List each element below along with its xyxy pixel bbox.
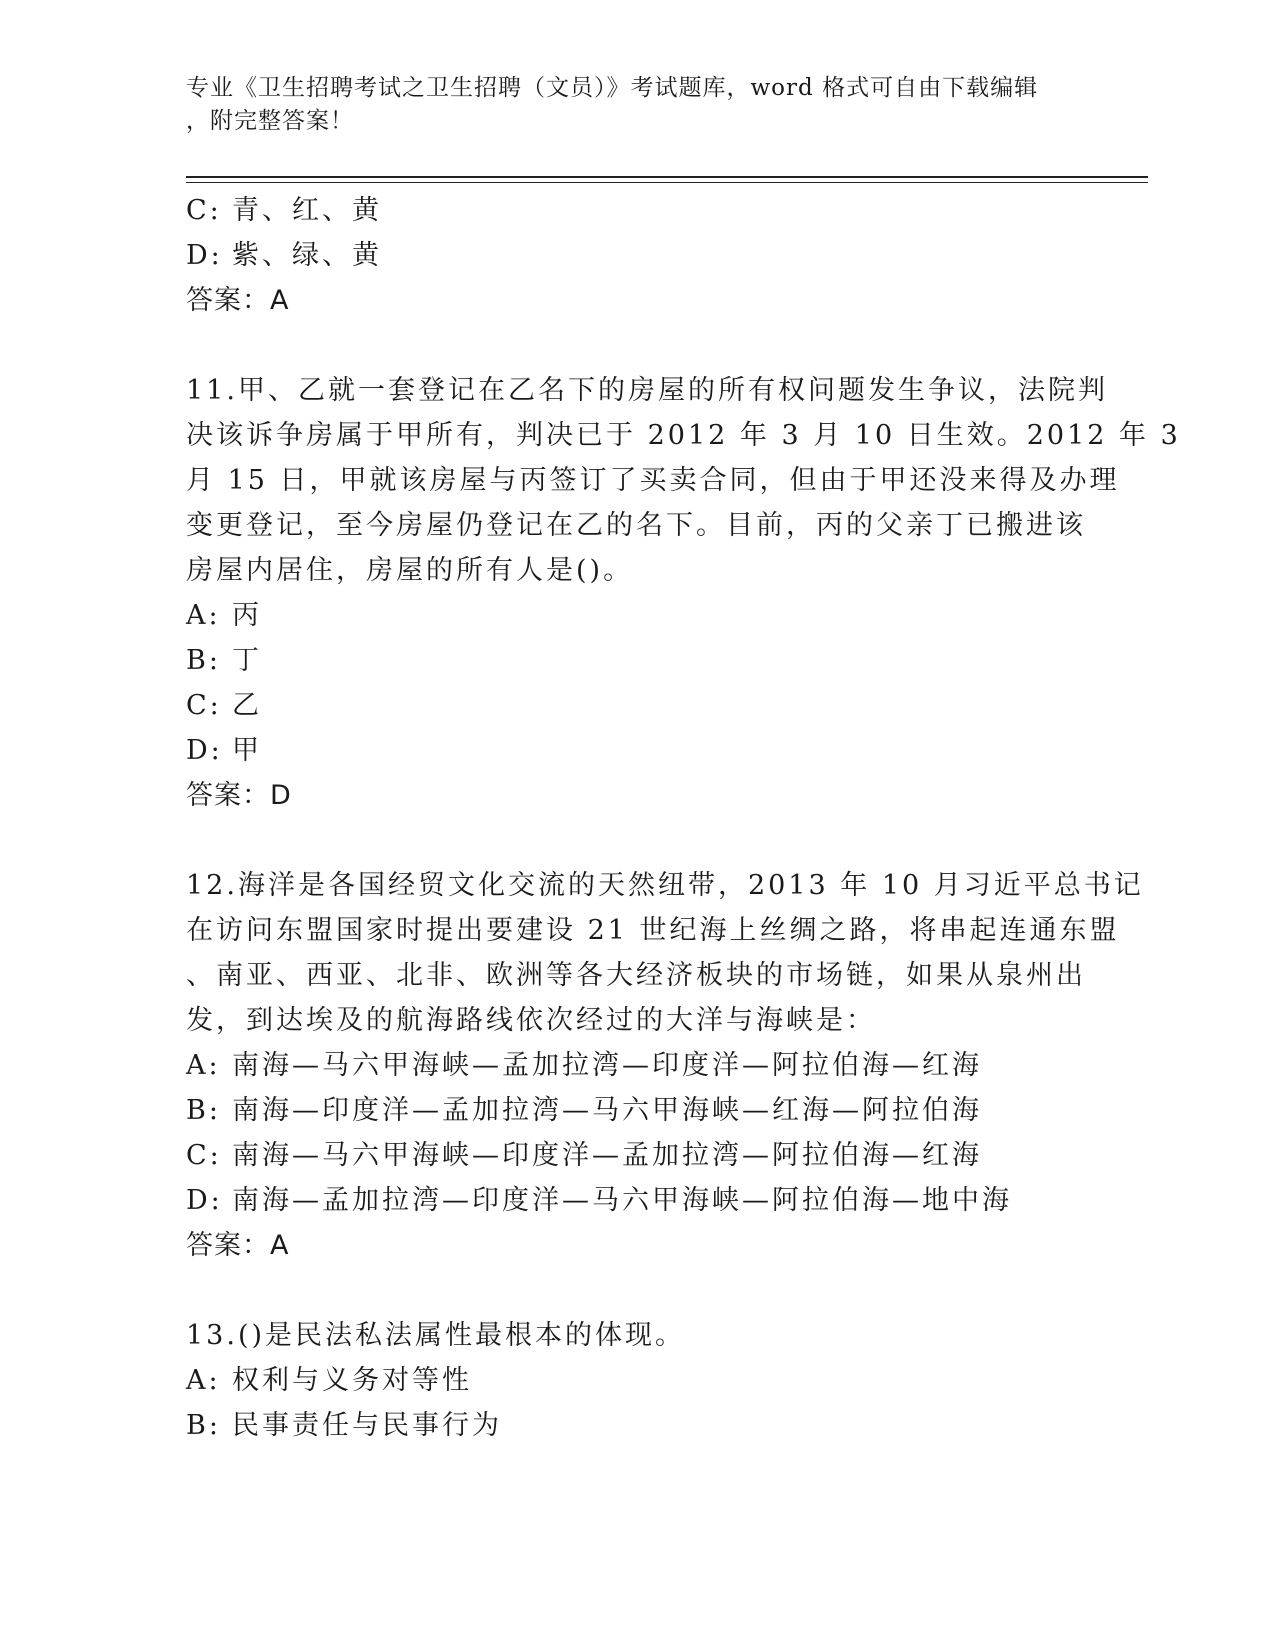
stem-line: 发，到达埃及的航海路线依次经过的大洋与海峡是： bbox=[186, 1005, 876, 1036]
option-c bbox=[186, 1133, 1086, 1178]
option-text: 南海—马六甲海峡—孟加拉湾—印度洋—阿拉伯海—红海 bbox=[232, 1050, 982, 1081]
option-b bbox=[186, 1088, 1086, 1133]
option-d bbox=[186, 233, 1086, 278]
option-key: C: bbox=[186, 195, 222, 226]
option-d bbox=[186, 1178, 1086, 1223]
header-line-2: ，附完整答案！ bbox=[186, 108, 354, 134]
option-key: C: bbox=[186, 690, 222, 721]
spacer bbox=[186, 1268, 1086, 1313]
stem-line: 房屋内居住，房屋的所有人是()。 bbox=[186, 555, 634, 586]
stem-line: 11.甲、乙就一套登记在乙名下的房屋的所有权问题发生争议，法院判 bbox=[186, 375, 1108, 406]
stem-line: 13.()是民法私法属性最根本的体现。 bbox=[186, 1320, 686, 1351]
document-header bbox=[186, 72, 1076, 138]
answer-line: 答案：A bbox=[186, 285, 290, 316]
stem-line: 在访问东盟国家时提出要建设 21 世纪海上丝绸之路，将串起连通东盟 bbox=[186, 915, 1120, 946]
option-text: 南海—孟加拉湾—印度洋—马六甲海峡—阿拉伯海—地中海 bbox=[232, 1185, 1012, 1216]
question-stem bbox=[186, 1313, 1086, 1358]
option-text: 南海—印度洋—孟加拉湾—马六甲海峡—红海—阿拉伯海 bbox=[232, 1095, 982, 1126]
option-c bbox=[186, 683, 1086, 728]
option-key: D: bbox=[186, 735, 223, 766]
answer-line: 答案：A bbox=[186, 1230, 290, 1261]
header-divider-thin bbox=[186, 182, 1148, 183]
option-key: D: bbox=[186, 240, 223, 271]
option-text: 权利与义务对等性 bbox=[232, 1365, 472, 1396]
question-11 bbox=[186, 368, 1181, 818]
option-text: 紫、绿、黄 bbox=[232, 240, 382, 271]
spacer bbox=[186, 818, 1086, 863]
spacer bbox=[186, 323, 1086, 368]
option-b bbox=[186, 638, 1086, 683]
stem-line: 决该诉争房属于甲所有，判决已于 2012 年 3 月 10 日生效。2012 年 3 bbox=[186, 420, 1181, 451]
option-key: B: bbox=[186, 1410, 221, 1441]
option-text: 民事责任与民事行为 bbox=[232, 1410, 502, 1441]
stem-line: 、南亚、西亚、北非、欧洲等各大经济板块的市场链，如果从泉州出 bbox=[186, 960, 1086, 991]
stem-line: 12.海洋是各国经贸文化交流的天然纽带，2013 年 10 月习近平总书记 bbox=[186, 870, 1144, 901]
question-stem bbox=[186, 368, 1181, 593]
answer-line: 答案：D bbox=[186, 780, 292, 811]
option-key: D: bbox=[186, 1185, 223, 1216]
question-10-tail bbox=[186, 188, 1086, 323]
stem-line: 月 15 日，甲就该房屋与丙签订了买卖合同，但由于甲还没来得及办理 bbox=[186, 465, 1120, 496]
option-key: C: bbox=[186, 1140, 222, 1171]
option-a bbox=[186, 593, 1086, 638]
header-divider-thick bbox=[186, 176, 1148, 178]
question-13 bbox=[186, 1313, 1086, 1448]
header-line-1: 专业《卫生招聘考试之卫生招聘（文员）》考试题库，word 格式可自由下载编辑 bbox=[186, 75, 1039, 101]
option-key: B: bbox=[186, 645, 221, 676]
option-text: 青、红、黄 bbox=[232, 195, 382, 226]
option-c bbox=[186, 188, 1086, 233]
option-key: A: bbox=[186, 1050, 221, 1081]
question-content bbox=[186, 188, 1181, 1448]
option-text: 南海—马六甲海峡—印度洋—孟加拉湾—阿拉伯海—红海 bbox=[232, 1140, 982, 1171]
question-12 bbox=[186, 863, 1144, 1268]
question-stem bbox=[186, 863, 1144, 1043]
stem-line: 变更登记，至今房屋仍登记在乙的名下。目前，丙的父亲丁已搬进该 bbox=[186, 510, 1086, 541]
option-text: 丁 bbox=[232, 645, 262, 676]
option-b bbox=[186, 1403, 1086, 1448]
option-text: 乙 bbox=[232, 690, 262, 721]
option-a bbox=[186, 1043, 1086, 1088]
option-key: A: bbox=[186, 1365, 221, 1396]
option-text: 甲 bbox=[232, 735, 262, 766]
option-key: A: bbox=[186, 600, 221, 631]
option-key: B: bbox=[186, 1095, 221, 1126]
option-a bbox=[186, 1358, 1086, 1403]
option-text: 丙 bbox=[232, 600, 262, 631]
option-d bbox=[186, 728, 1086, 773]
